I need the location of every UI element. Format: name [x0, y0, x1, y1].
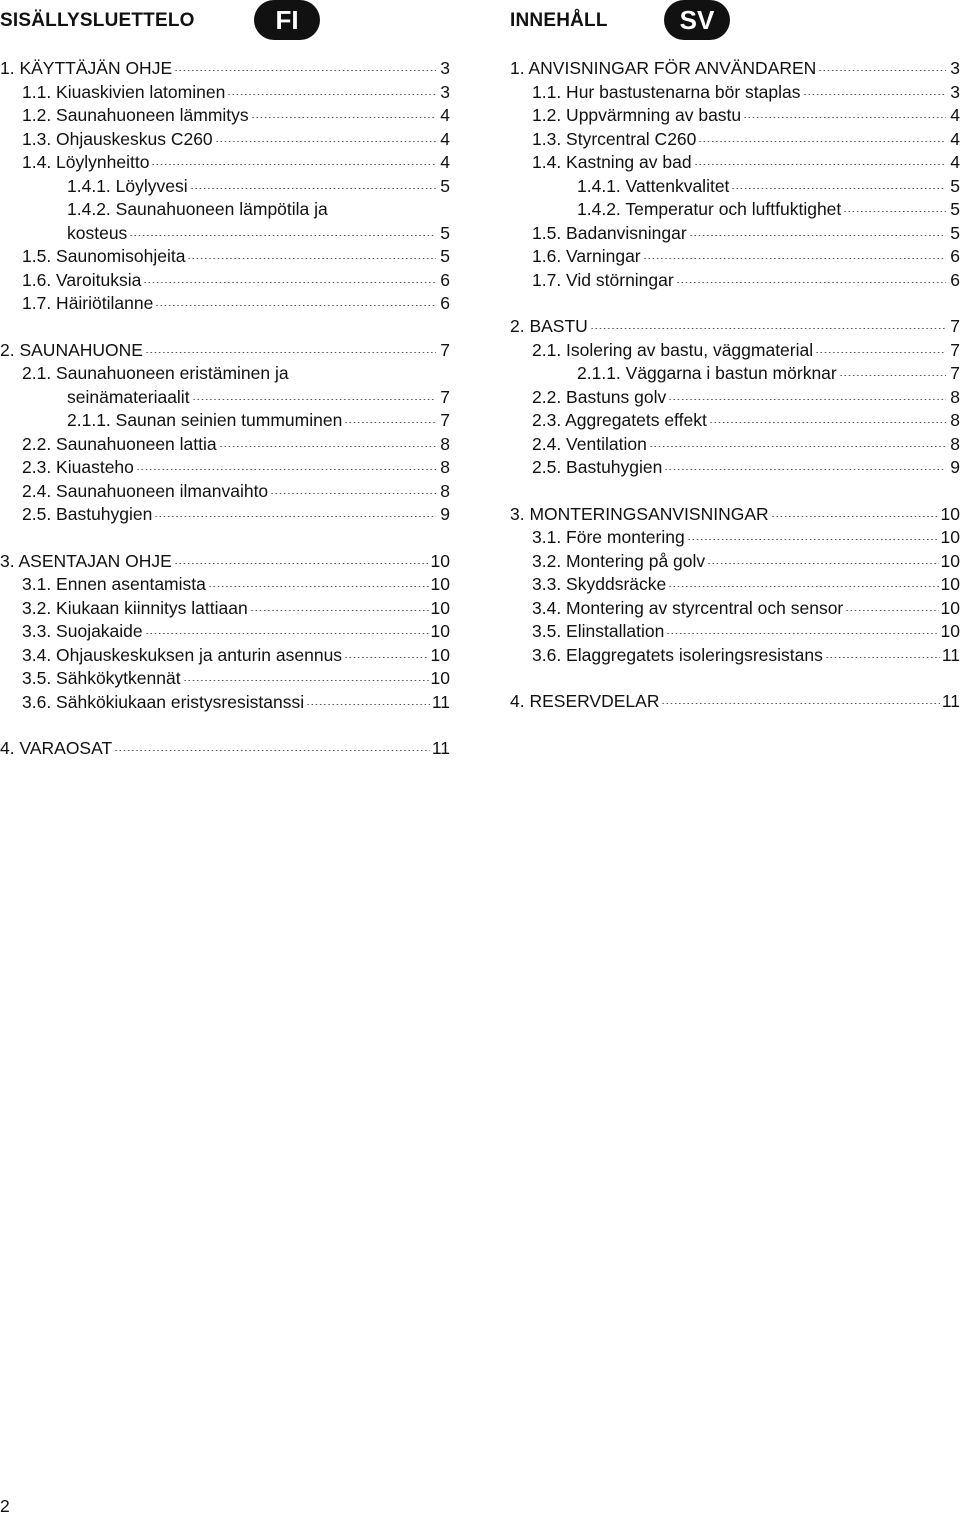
toc-entry-label: 3.5. Sähkökytkennät [22, 668, 181, 688]
toc-entry-label: 3.3. Skyddsräcke [532, 574, 667, 594]
dot-leader [344, 657, 428, 658]
toc-entry-label: 2.3. Aggregatets effekt [532, 410, 707, 430]
toc-entry[interactable] [0, 409, 450, 433]
toc-entry[interactable] [0, 175, 450, 199]
toc-entry[interactable] [510, 456, 960, 480]
dot-leader [306, 704, 430, 705]
toc-entry[interactable] [510, 245, 960, 269]
toc-entry[interactable] [0, 573, 450, 597]
toc-entry-label: 2.1.1. Saunan seinien tummuminen [67, 410, 343, 430]
toc-entry-page: 8 [950, 386, 960, 407]
toc-entry[interactable] [0, 620, 450, 644]
toc-section [0, 57, 450, 316]
toc-entry-page: 6 [950, 269, 960, 290]
toc-section [0, 737, 450, 761]
toc-entry-page: 11 [941, 644, 960, 665]
dot-leader [129, 235, 436, 236]
toc-entry-page: 10 [940, 527, 960, 547]
toc-entry[interactable] [510, 620, 960, 644]
toc-entry[interactable] [0, 737, 450, 761]
toc-entry-page: 8 [950, 433, 960, 454]
toc-entry-label: 2. SAUNAHUONE [0, 339, 143, 360]
toc-entry-label: seinämateriaalit [67, 386, 190, 407]
toc-entry-page: 11 [431, 691, 450, 712]
toc-entry[interactable] [0, 644, 450, 668]
toc-section [0, 550, 450, 715]
toc-entry-page: 10 [940, 503, 960, 524]
toc-entry-label: 2.4. Saunahuoneen ilmanvaihto [22, 480, 269, 501]
toc-entry[interactable] [510, 362, 960, 386]
toc-entry-page: 9 [440, 504, 450, 524]
toc-entry-page: 10 [430, 668, 450, 688]
toc-entry-page: 8 [440, 457, 450, 477]
dot-leader [731, 188, 946, 189]
toc-entry-label: 3.6. Sähkökiukaan eristysresistanssi [22, 691, 305, 712]
toc-entry[interactable] [510, 573, 960, 597]
dot-leader [250, 610, 429, 611]
dot-leader [709, 422, 946, 423]
toc-entry-page: 3 [950, 58, 960, 78]
dot-leader [187, 258, 436, 259]
toc-entry-label: 3.1. Före montering [532, 527, 685, 547]
toc-entry-page: 8 [440, 480, 450, 501]
toc-entry-page: 4 [440, 152, 450, 172]
toc-entry-label: 1.5. Saunomisohjeita [22, 246, 186, 266]
toc-entry-page: 5 [440, 246, 450, 266]
toc-entry[interactable] [0, 480, 450, 504]
toc-entry-label: 4. VARAOSAT [0, 738, 113, 758]
dot-leader [154, 516, 436, 517]
toc-entry[interactable] [510, 386, 960, 410]
toc-entry[interactable] [0, 339, 450, 363]
toc-entry-label: 1.7. Vid störningar [532, 269, 674, 290]
dot-leader [136, 469, 436, 470]
toc-entry[interactable] [0, 198, 450, 222]
dot-leader [803, 94, 947, 95]
toc-entry[interactable] [0, 222, 450, 246]
toc-entry-page: 7 [440, 339, 450, 360]
dot-leader [771, 516, 939, 517]
toc-entry-page: 8 [950, 410, 960, 430]
toc-entry[interactable] [0, 57, 450, 81]
dot-leader [818, 70, 946, 71]
toc-entry-page: 4 [950, 152, 960, 172]
toc-entry-page: 5 [950, 199, 960, 219]
toc-entry[interactable] [510, 503, 960, 527]
toc-entry-page: 7 [950, 316, 960, 336]
toc-entry[interactable] [510, 269, 960, 293]
dot-leader [707, 563, 938, 564]
dot-leader [825, 657, 940, 658]
toc-entry-label: 2.2. Saunahuoneen lattia [22, 433, 217, 454]
language-badge-fi: FI [254, 0, 320, 40]
toc-entry-label: 1.3. Ohjauskeskus C260 [22, 128, 213, 149]
toc-entry-page: 9 [950, 457, 960, 477]
toc-entry-label: 3.4. Montering av styrcentral och sensor [532, 597, 844, 618]
toc-entry-label: 2.3. Kiuasteho [22, 457, 134, 477]
toc-entry[interactable] [510, 151, 960, 175]
toc-entry-page: 7 [440, 386, 450, 407]
dot-leader [344, 422, 436, 423]
toc-section [510, 315, 960, 480]
toc-entry-page: 3 [440, 81, 450, 102]
toc-entry-page: 7 [440, 410, 450, 430]
dot-leader [208, 586, 429, 587]
dot-leader [145, 633, 429, 634]
toc-entry[interactable] [510, 644, 960, 668]
toc-entry[interactable] [510, 104, 960, 128]
toc-entry-label: 1.7. Häiriötilanne [22, 293, 154, 313]
dot-leader [664, 469, 946, 470]
toc-entry-page: 7 [950, 363, 960, 383]
toc-entry-label: 1.2. Saunahuoneen lämmitys [22, 105, 249, 125]
toc-entry-page: 10 [430, 644, 450, 665]
toc-entry-page: 6 [950, 246, 960, 266]
toc-entry[interactable] [0, 128, 450, 152]
dot-leader [666, 633, 938, 634]
toc-entry-page: 10 [430, 597, 450, 618]
toc-column-finnish [0, 0, 450, 784]
toc-entry-page: 5 [950, 222, 960, 243]
toc-entry[interactable] [0, 292, 450, 316]
toc-entry-page: 5 [440, 222, 450, 243]
dot-leader [668, 399, 946, 400]
toc-entry-page: 10 [940, 621, 960, 641]
toc-entry[interactable] [510, 433, 960, 457]
toc-entry-label: 2.1. Isolering av bastu, väggmaterial [532, 339, 814, 360]
toc-entry-label: 3. MONTERINGSANVISNINGAR [510, 503, 769, 524]
toc-entry[interactable] [510, 128, 960, 152]
toc-entry[interactable] [510, 690, 960, 714]
toc-title: INNEHÅLL [510, 10, 608, 31]
dot-leader [155, 305, 436, 306]
toc-entry[interactable] [0, 503, 450, 527]
dot-leader [183, 680, 429, 681]
toc-entry-label: 1.4.2. Saunahuoneen lämpötila ja [67, 199, 328, 219]
toc-entry[interactable] [0, 691, 450, 715]
toc-entry-label: 3.2. Montering på golv [532, 550, 706, 571]
toc-entry-label: 1.2. Uppvärmning av bastu [532, 105, 742, 125]
toc-entry-page: 5 [440, 175, 450, 196]
dot-leader [215, 141, 436, 142]
toc-entry-label: 2.1.1. Väggarna i bastun mörknar [577, 363, 837, 383]
toc-entry-page: 4 [440, 128, 450, 149]
toc-header-swedish [510, 0, 960, 44]
toc-entry[interactable] [0, 550, 450, 574]
toc-list [510, 57, 960, 714]
toc-entry-label: 3. ASENTAJAN OHJE [0, 550, 172, 571]
toc-entry[interactable] [0, 362, 450, 386]
dot-leader [190, 188, 436, 189]
toc-entry-label: 1.4.1. Löylyvesi [67, 175, 188, 196]
toc-entry[interactable] [0, 597, 450, 621]
dot-leader [668, 586, 938, 587]
dot-leader [151, 164, 436, 165]
toc-entry-page: 10 [430, 621, 450, 641]
toc-title: SISÄLLYSLUETTELO [0, 10, 195, 31]
toc-entry-page: 10 [430, 574, 450, 594]
toc-entry-label: 1.4. Kastning av bad [532, 152, 692, 172]
toc-entry[interactable] [0, 104, 450, 128]
toc-entry-label: 3.1. Ennen asentamista [22, 574, 206, 594]
toc-list [0, 57, 450, 761]
toc-entry-page: 4 [950, 128, 960, 149]
dot-leader [227, 94, 436, 95]
toc-column-swedish [510, 0, 960, 737]
toc-entry[interactable] [0, 81, 450, 105]
toc-entry[interactable] [0, 269, 450, 293]
toc-entry-page: 10 [430, 550, 450, 571]
toc-entry-page: 11 [941, 691, 960, 711]
toc-entry-label: 1.5. Badanvisningar [532, 222, 687, 243]
toc-entry[interactable] [510, 175, 960, 199]
dot-leader [661, 703, 939, 704]
toc-entry-label: 4. RESERVDELAR [510, 691, 660, 711]
dot-leader [192, 399, 436, 400]
toc-entry[interactable] [0, 456, 450, 480]
toc-section [510, 690, 960, 714]
dot-leader [174, 563, 429, 564]
dot-leader [143, 282, 436, 283]
toc-entry[interactable] [510, 222, 960, 246]
toc-entry-label: 1.1. Kiuaskivien latominen [22, 81, 226, 102]
toc-entry[interactable] [0, 433, 450, 457]
toc-entry-page: 3 [440, 58, 450, 78]
toc-entry-page: 8 [440, 433, 450, 454]
toc-header-finnish [0, 0, 450, 44]
dot-leader [843, 211, 946, 212]
toc-entry-label: kosteus [67, 222, 128, 243]
dot-leader [174, 70, 436, 71]
dot-leader [676, 282, 946, 283]
toc-entry-label: 2.2. Bastuns golv [532, 386, 667, 407]
toc-entry-label: 1.4.1. Vattenkvalitet [577, 175, 730, 196]
toc-entry-page: 4 [950, 105, 960, 125]
toc-entry-label: 2. BASTU [510, 316, 588, 336]
toc-entry-page: 11 [431, 738, 450, 758]
toc-entry-label: 3.4. Ohjauskeskuksen ja anturin asennus [22, 644, 343, 665]
language-badge-sv: SV [664, 0, 730, 40]
toc-entry[interactable] [510, 597, 960, 621]
toc-entry-page: 7 [950, 339, 960, 360]
toc-entry-label: 2.5. Bastuhygien [532, 457, 663, 477]
toc-section [510, 57, 960, 292]
dot-leader [815, 352, 946, 353]
dot-leader [839, 375, 946, 376]
toc-entry-page: 3 [950, 81, 960, 102]
toc-entry-label: 1.4. Löylynheitto [22, 152, 150, 172]
toc-section [510, 503, 960, 668]
toc-entry[interactable] [510, 339, 960, 363]
toc-entry[interactable] [0, 386, 450, 410]
dot-leader [251, 117, 436, 118]
toc-entry-label: 2.5. Bastuhygien [22, 504, 153, 524]
toc-entry[interactable] [0, 667, 450, 691]
toc-entry-page: 10 [940, 574, 960, 594]
dot-leader [270, 493, 436, 494]
toc-entry-page: 4 [440, 105, 450, 125]
toc-entry-label: 2.4. Ventilation [532, 433, 647, 454]
toc-entry-page: 6 [440, 269, 450, 290]
toc-entry-label: 1. ANVISNINGAR FÖR ANVÄNDAREN [510, 58, 817, 78]
dot-leader [145, 352, 436, 353]
toc-entry[interactable] [0, 151, 450, 175]
dot-leader [219, 446, 436, 447]
dot-leader [114, 750, 430, 751]
dot-leader [590, 328, 946, 329]
toc-entry[interactable] [510, 550, 960, 574]
toc-entry-label: 2.1. Saunahuoneen eristäminen ja [22, 363, 289, 383]
toc-entry-page: 5 [950, 175, 960, 196]
toc-entry-page: 10 [940, 597, 960, 618]
toc-entry[interactable] [510, 57, 960, 81]
toc-entry-label: 1.1. Hur bastustenarna bör staplas [532, 81, 801, 102]
dot-leader [845, 610, 938, 611]
toc-entry-label: 3.3. Suojakaide [22, 621, 143, 641]
dot-leader [689, 235, 946, 236]
toc-entry[interactable] [510, 526, 960, 550]
toc-entry-label: 1.6. Varoituksia [22, 269, 142, 290]
toc-entry-label: 1.3. Styrcentral C260 [532, 128, 697, 149]
toc-entry[interactable] [510, 315, 960, 339]
toc-entry-page: 6 [440, 293, 450, 313]
dot-leader [649, 446, 946, 447]
toc-entry-label: 1. KÄYTTÄJÄN OHJE [0, 58, 173, 78]
dot-leader [643, 258, 946, 259]
page-number: 2 [0, 1496, 10, 1516]
dot-leader [698, 141, 946, 142]
toc-entry[interactable] [510, 198, 960, 222]
dot-leader [687, 539, 939, 540]
toc-entry-label: 3.5. Elinstallation [532, 621, 665, 641]
toc-entry-label: 1.4.2. Temperatur och luftfuktighet [577, 199, 842, 219]
toc-entry-label: 1.6. Varningar [532, 246, 641, 266]
dot-leader [694, 164, 946, 165]
toc-section [0, 339, 450, 527]
toc-entry-label: 3.2. Kiukaan kiinnitys lattiaan [22, 597, 248, 618]
toc-entry[interactable] [0, 245, 450, 269]
toc-entry-page: 10 [940, 550, 960, 571]
toc-entry-label: 3.6. Elaggregatets isoleringsresistans [532, 644, 823, 665]
toc-entry[interactable] [510, 81, 960, 105]
dot-leader [743, 117, 946, 118]
toc-entry[interactable] [510, 409, 960, 433]
